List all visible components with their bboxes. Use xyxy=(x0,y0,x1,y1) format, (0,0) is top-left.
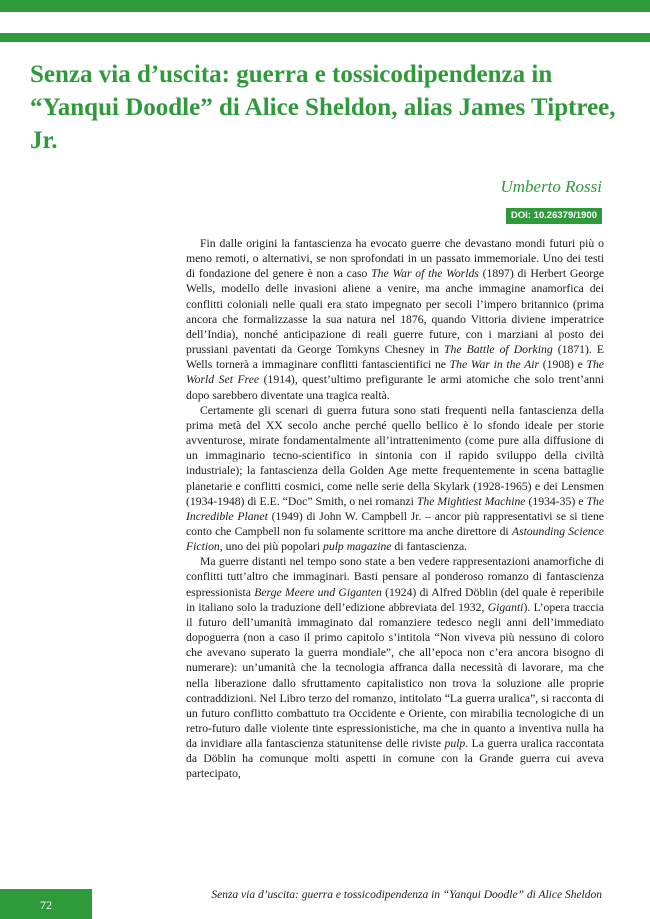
italic-title: The World Set Free xyxy=(186,358,604,387)
italic-title: The Mightiest Machine xyxy=(416,494,526,508)
article-body xyxy=(186,236,604,782)
italic-title: The Incredible Planet xyxy=(186,494,604,523)
page-number: 72 xyxy=(40,898,52,912)
secondary-accent-bar xyxy=(0,33,650,42)
italic-title: Astounding Science Fiction xyxy=(186,524,604,554)
italic-title: The War in the Air xyxy=(449,358,540,372)
running-title: Senza via d’uscita: guerra e tossicodipendenza in “Yanqui Doodle” di Alice Sheldon xyxy=(211,889,602,901)
italic-title: pulp xyxy=(444,737,466,751)
article-title: Senza via d’uscita: guerra e tossicodipendenza in “Yanqui Doodle” di Alice Sheldon, alias James Tiptree, Jr. xyxy=(30,61,616,154)
body-paragraph: Ma guerre distanti nel tempo sono state a ben vedere rappresentazioni anamorfiche di conflitti tutt’altro che immaginari. Basti pensare al ponderoso romanzo di fantascienza espressionista Berge Meere und Giganten (1924) di Alfred Döblin (del quale è reperibile in italiano solo la traduzione dell’edizione abbreviata del 1932, Giganti). L’opera traccia il futuro dell’umanità immaginato dal romanziere tedesco negli anni dell’immediato dopoguerra (non a caso il primo capitolo s’intitola “Non viveva più nessuno di coloro che avevano superato la guerra mondiale”, che all’epoca non c’era ancora bisogno di numerare): un’umanità che la tecnologia affranca dalla necessità di lavorare, ma che nella liberazione dallo sfruttamento capitalistico non trova la soluzione alle proprie contraddizioni. Nel Libro terzo del romanzo, intitolato “La guerra uralica”, si racconta di un futuro conflitto combattuto tra Occidente e Oriente, con mirabilia tecnologiche di un retro-futuro dalle violente tinte espressionistiche, ma che in quanto a inventiva nulla ha da invidiare alla fantascienza statunitense delle riviste pulp. La guerra uralica raccontata da Döblin ha comunque molti aspetti in comune con la Grande guerra cui aveva partecipato, xyxy=(186,555,604,781)
article-author: Umberto Rossi xyxy=(500,177,602,196)
doi-badge[interactable]: DOI: 10.26379/1900 xyxy=(506,208,602,224)
italic-title: Berge Meere und Giganten xyxy=(254,585,382,599)
italic-title: The War of the Worlds xyxy=(371,267,479,281)
body-paragraph: Fin dalle origini la fantascienza ha evocato guerre che devastano mondi futuri più o meno remoti, o alternativi, se non sprofondati in un passato immemoriale. Uno dei testi di fondazione del genere è non a caso The War of the Worlds (1897) di Herbert George Wells, modello delle invasioni aliene a venire, ma anche immagine anamorfica dei conflitti coloniali nelle quali era stato impegnato per secoli l’impero britannico (prima ancora che formalizzasse la sua natura nel 1876, quando Vittoria diviene imperatrice dell’India), nonché anticipazione di reali guerre future, con i marziani al posto dei prussiani paventati da George Tomkyns Chesney in The Battle of Dorking (1871). E Wells tornerà a immaginare conflitti fantascientifici ne The War in the Air (1908) e The World Set Free (1914), quest’ultimo prefigurante le armi atomiche che solo trent’anni dopo sarebbero diventate una tragica realtà. xyxy=(186,237,605,402)
top-accent-bar xyxy=(0,0,650,12)
body-paragraph: Certamente gli scenari di guerra futura sono stati frequenti nella fantascienza della prima metà del XX secolo anche perché quello bellico è lo sfondo ideale per storie avventurose, mirate fondamentalmente all’intrattenimento (come pure alla diffusione di un immaginario tecno-scientifico in sintonia con il rapido sviluppo della civiltà industriale); la fantascienza della Golden Age mette frequentemente in scena battaglie planetarie e conflitti cosmici, come nelle serie della Skylark (1928-1965) e dei Lensmen (1934-1948) di E.E. “Doc” Smith, o nei romanzi The Mightiest Machine (1934-35) e The Incredible Planet (1949) di John W. Campbell Jr. – ancor più rappresentativi se si tiene conto che Campbell non fu solamente scrittore ma anche direttore di Astounding Science Fiction, uno dei più popolari pulp magazine di fantascienza. xyxy=(186,403,604,554)
italic-title: Giganti xyxy=(487,600,524,614)
italic-title: pulp magazine xyxy=(323,540,392,554)
italic-title: The Battle of Dorking xyxy=(444,343,553,357)
